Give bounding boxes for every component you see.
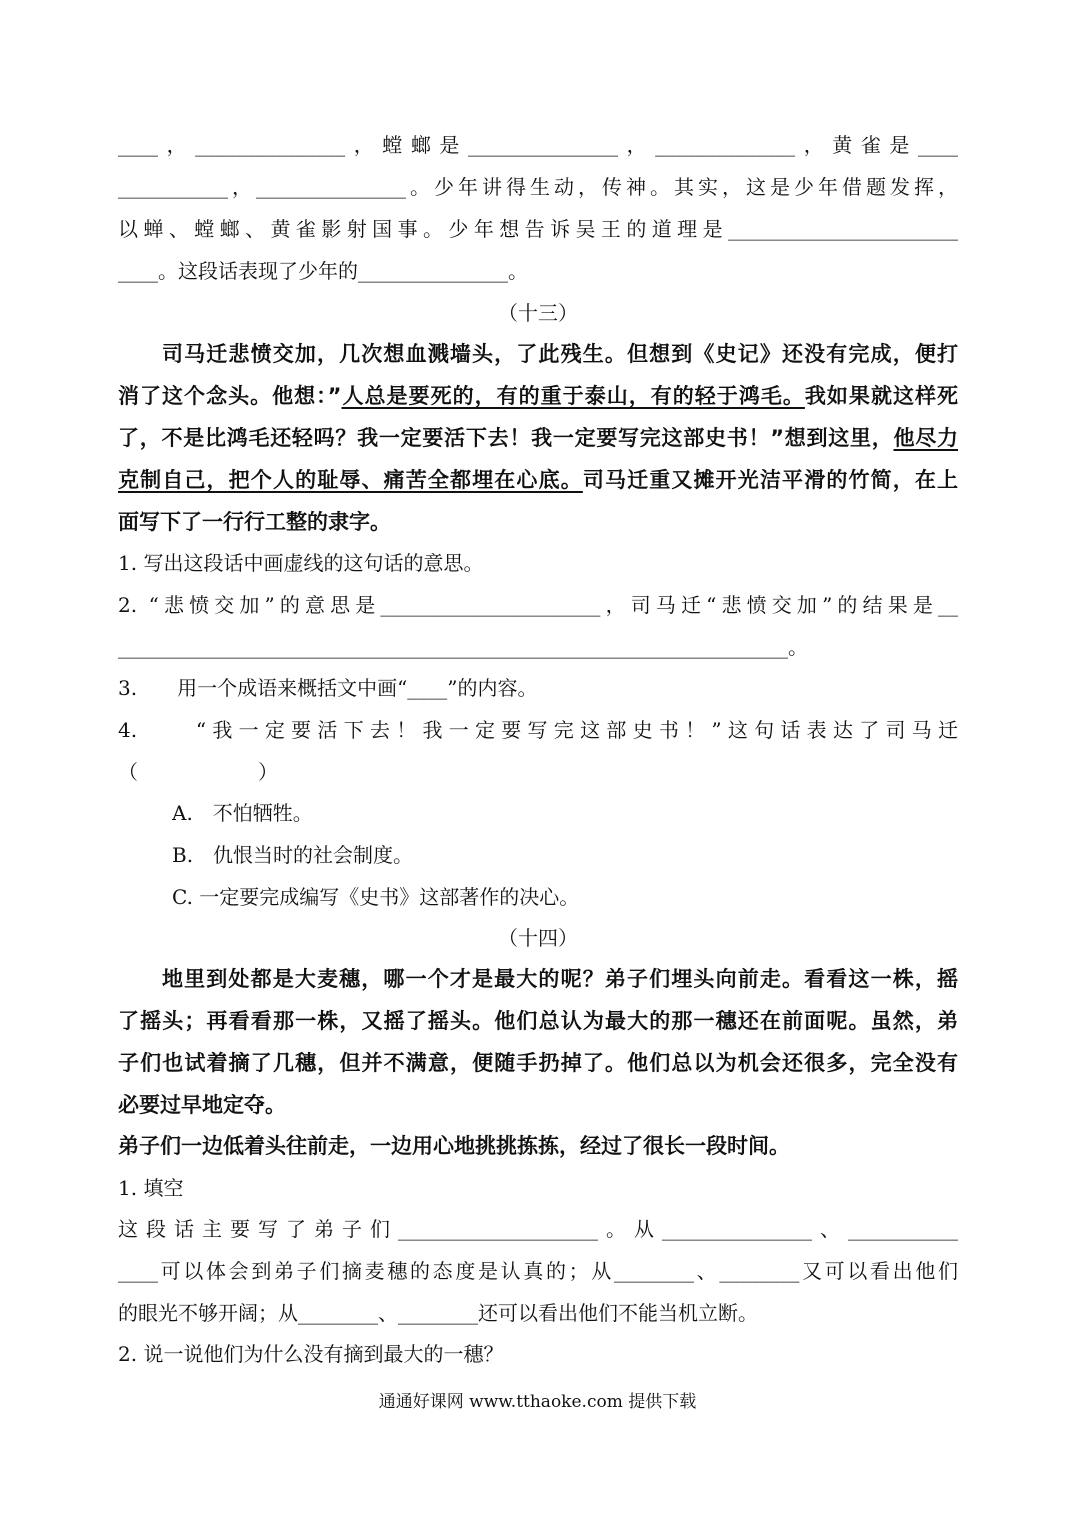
option-b: B. 仇恨当时的社会制度。 [172,843,414,867]
passage-line: 面写下了一行行工整的隶字。 [118,510,391,534]
question-blank: ___________________________________________________________________。 [118,635,808,659]
fill-line: ____可以体会到弟子们摘麦穗的态度是认真的；从________、________又可以看出他们 [118,1259,958,1283]
question: 4. “我一定要活下去！我一定要写完这部史书！”这句话表达了司马迁 [118,718,958,742]
question: 2. “悲愤交加”的意思是______________________，司马迁“悲愤交加”的结果是__ [118,593,958,617]
question: 1. 写出这段话中画虚线的这句话的意思。 [118,551,484,575]
underlined-sentence: 人总是要死的，有的重于泰山，有的轻于鸿毛。 [341,384,805,408]
text-line: ____，_______________，螳螂是_______________，______________，黄雀是____ [118,133,958,157]
passage-line: 消了这个念头。他想：”人总是要死的，有的重于泰山，有的轻于鸿毛。我如果就这样死 [118,384,958,408]
passage-line: 必要过早地定夺。 [118,1093,286,1117]
page-footer: 通通好课网 www.tthaoke.com 提供下载 [378,1392,697,1412]
section-heading: （十三） [498,301,578,325]
passage-line: 弟子们一边低着头往前走，一边用心地挑挑拣拣，经过了很长一段时间。 [118,1134,790,1158]
fill-line: 这段话主要写了弟子们____________________。从_______________、___________ [118,1217,958,1241]
passage-line: 了摇头；再看看那一株，又摇了摇头。他们总认为最大的那一穗还在前面呢。虽然，弟 [118,1009,958,1033]
passage-line: 地里到处都是大麦穗，哪一个才是最大的呢？弟子们埋头向前走。看看这一株，摇 [162,967,958,991]
underlined-sentence: 克制自己，把个人的耻辱、痛苦全都埋在心底。 [118,468,583,492]
question: 1. 填空 [118,1176,184,1200]
answer-bracket: （ ） [118,760,278,784]
passage-line: 司马迁悲愤交加，几次想血溅墙头，了此残生。但想到《史记》还没有完成，便打 [162,342,958,366]
option-a: A. 不怕牺牲。 [172,801,313,825]
question: 3. 用一个成语来概括文中画“____”的内容。 [118,676,538,700]
underlined-sentence: 他尽力 [893,426,958,450]
fill-line: 的眼光不够开阔；从________、________还可以看出他们不能当机立断。 [118,1301,758,1325]
section-heading: （十四） [498,926,578,950]
text-line: ___________，_______________。少年讲得生动，传神。其实，这是少年借题发挥， [118,175,958,199]
text-line: 以蝉、螳螂、黄雀影射国事。少年想告诉吴王的道理是_______________________ [118,217,958,241]
text-line: ____。这段话表现了少年的_______________。 [118,259,528,283]
passage-line: 了，不是比鸿毛还轻吗？我一定要活下去！我一定要写完这部史书！”想到这里，他尽力 [118,426,958,450]
option-c: C. 一定要完成编写《史书》这部著作的决心。 [172,885,580,909]
question: 2. 说一说他们为什么没有摘到最大的一穗？ [118,1342,504,1366]
passage-line: 子们也试着摘了几穗，但并不满意，便随手扔掉了。他们总以为机会还很多，完全没有 [118,1051,958,1075]
passage-line: 克制自己，把个人的耻辱、痛苦全都埋在心底。司马迁重又摊开光洁平滑的竹简，在上 [118,468,958,492]
